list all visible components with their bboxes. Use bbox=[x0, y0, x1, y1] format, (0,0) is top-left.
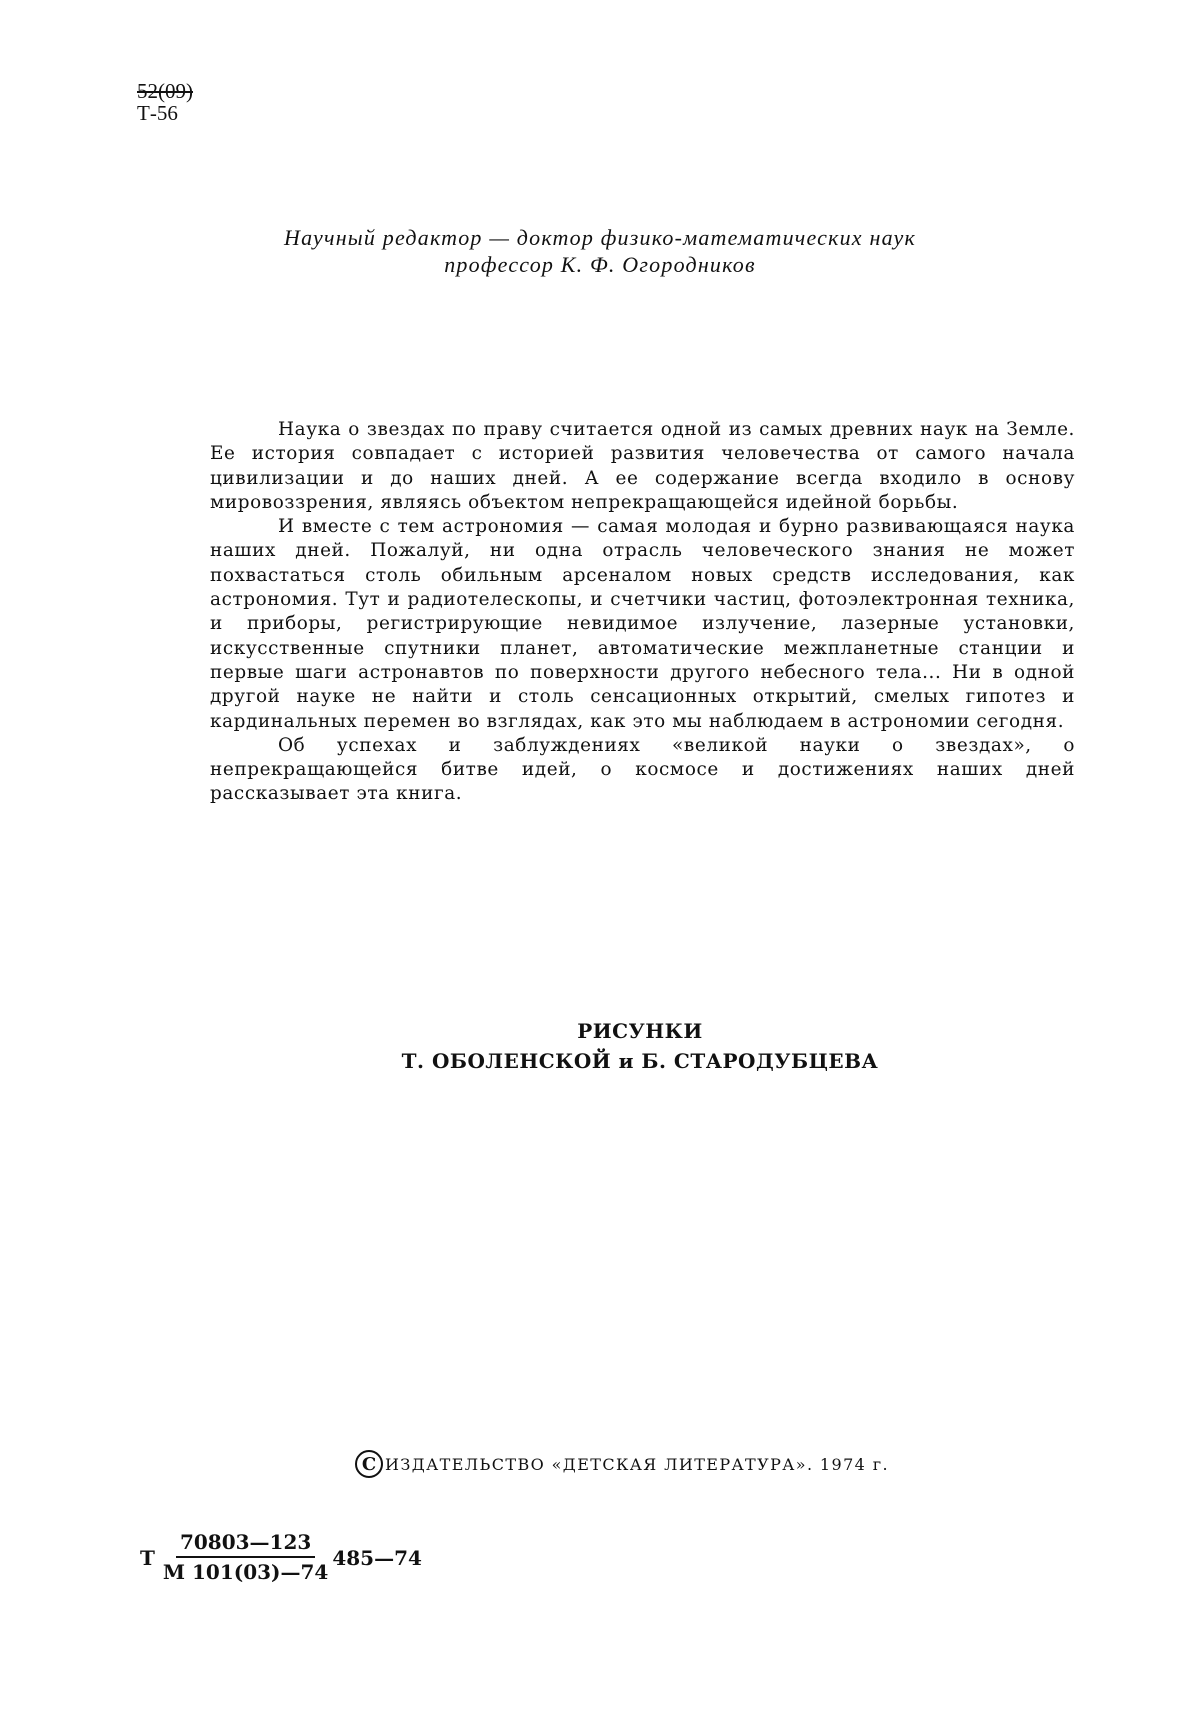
index-denominator: М 101(03)—74 bbox=[162, 1560, 329, 1584]
scientific-editor-credit bbox=[220, 224, 980, 278]
index-numerator: 70803—123 bbox=[176, 1530, 315, 1558]
illustrators-credit bbox=[200, 1016, 1080, 1076]
udc-code-line-2: Т-56 bbox=[137, 101, 178, 125]
copyright-icon: С bbox=[355, 1450, 383, 1478]
annotation-paragraph-1: Наука о звездах по праву считается одной из самых древних наук на Земле. Ее история совпадает с историей развития человечества от самого начала цивилизации и до наших дней. А ее содержание всегда входило в основу мировоззрения, являясь объектом непрекращающейся идейной борьбы. bbox=[210, 419, 1075, 513]
index-letter: Т bbox=[140, 1545, 155, 1570]
illustrators-names: Т. ОБОЛЕНСКОЙ и Б. СТАРОДУБЦЕВА bbox=[401, 1049, 879, 1073]
editor-line-2: профессор К. Ф. Огородников bbox=[444, 252, 756, 277]
index-tail: 485—74 bbox=[332, 1545, 422, 1570]
illustrators-heading: РИСУНКИ bbox=[577, 1019, 703, 1043]
annotation-paragraph-2: И вместе с тем астрономия — самая молодая и бурно развивающаяся наука наших дней. Пожалуй, ни одна отрасль человеческого знания не может похвастаться столь обильным арсеналом новых средств исследования, как астрономия. Тут и радиотелескопы, и счетчики частиц, фотоэлектронная техника, и приборы, регистрирующие невидимое излучение, лазерные установки, искусственные спутники планет, автоматические межпланетные станции и первые шаги астронавтов по поверхности другого небесного тела... Ни в одной другой науке не найти и столь сенсационных открытий, смелых гипотез и кардинальных перемен во взглядах, как это мы наблюдаем в астрономии сегодня. bbox=[210, 516, 1075, 732]
editor-line-1: Научный редактор — доктор физико-математических наук bbox=[284, 225, 916, 250]
annotation-paragraph-3: Об успехах и заблуждениях «великой науки о звездах», о непрекращающейся битве идей, о космосе и достижениях наших дней рассказывает эта книга. bbox=[210, 734, 1075, 805]
publication-index bbox=[140, 1530, 422, 1585]
book-annotation bbox=[210, 418, 1075, 807]
udc-code-line-1: 52(09) bbox=[137, 79, 193, 103]
publisher-line bbox=[355, 1450, 889, 1478]
udc-code bbox=[137, 80, 193, 124]
publisher-text: ИЗДАТЕЛЬСТВО «ДЕТСКАЯ ЛИТЕРАТУРА». 1974 г. bbox=[385, 1454, 889, 1474]
index-fraction bbox=[163, 1530, 328, 1585]
